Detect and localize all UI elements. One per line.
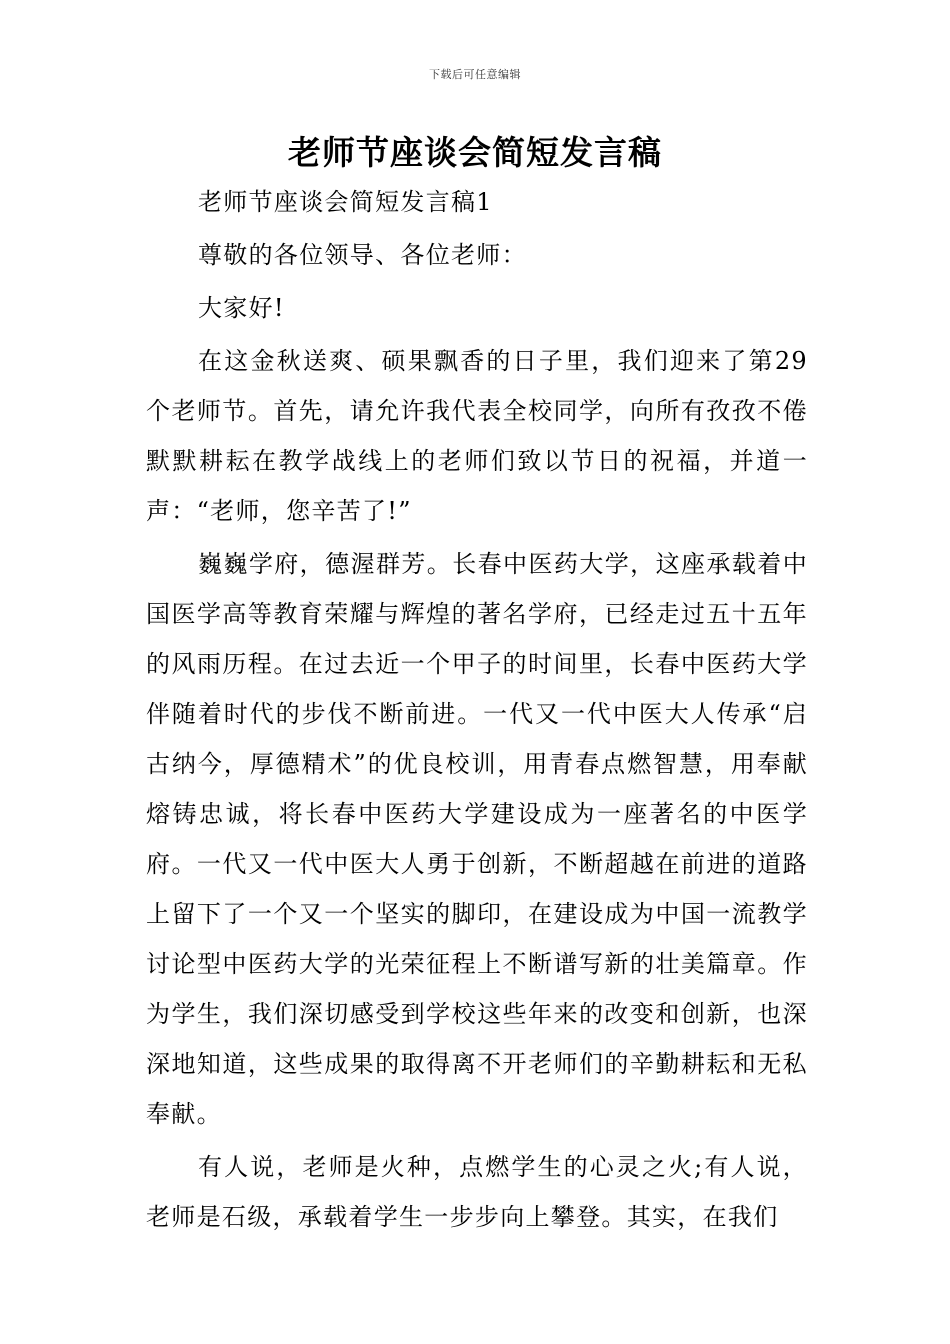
document-body xyxy=(146,177,808,1242)
paragraph-subtitle: 老师节座谈会简短发言稿1 xyxy=(198,188,493,216)
paragraph-body-1: 在这金秋送爽、硕果飘香的日子里，我们迎来了第29个老师节。首先，请允许我代表全校同学，向所有孜孜不倦默默耕耘在教学战线上的老师们致以节日的祝福，并道一声：“老师，您辛苦了!” xyxy=(146,347,808,525)
paragraph-greeting: 大家好! xyxy=(198,294,285,322)
document-title: 老师节座谈会简短发言稿 xyxy=(288,133,662,172)
paragraph-body-2: 巍巍学府，德渥群芳。长春中医药大学，这座承载着中国医学高等教育荣耀与辉煌的著名学府，已经走过五十五年的风雨历程。在过去近一个甲子的时间里，长春中医药大学伴随着时代的步伐不断前进。一代又一代中医大人传承“启古纳今，厚德精术”的优良校训，用青春点燃智慧，用奉献熔铸忠诚，将长春中医药大学建设成为一座著名的中医学府。一代又一代中医大人勇于创新，不断超越在前进的道路上留下了一个又一个坚实的脚印，在建设成为中国一流教学讨论型中医药大学的光荣征程上不断谱写新的壮美篇章。作为学生，我们深切感受到学校这些年来的改变和创新，也深深地知道，这些成果的取得离不开老师们的辛勤耕耘和无私奉献。 xyxy=(146,550,808,1128)
paragraph-body-3: 有人说，老师是火种，点燃学生的心灵之火;有人说，老师是石级，承载着学生一步步向上攀登。其实，在我们 xyxy=(146,1153,808,1231)
header-note: 下载后可任意编辑 xyxy=(429,68,521,81)
paragraph-salutation: 尊敬的各位领导、各位老师： xyxy=(198,241,527,269)
